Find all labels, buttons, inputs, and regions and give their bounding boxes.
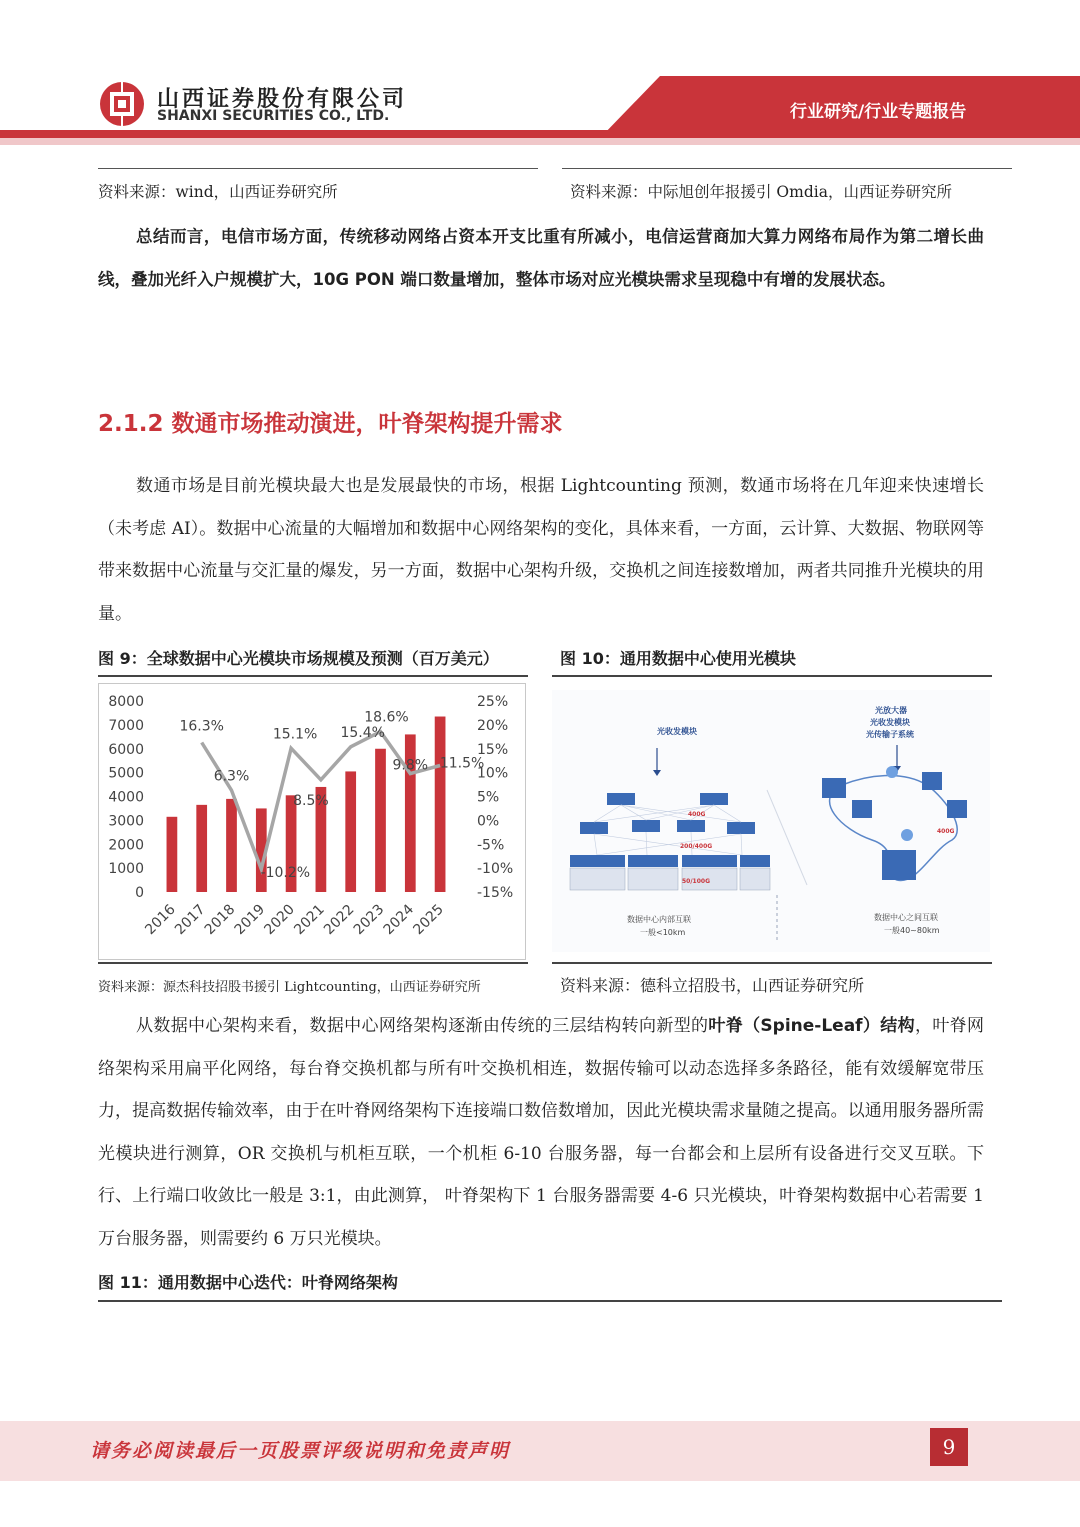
data-label: 16.3% xyxy=(179,718,224,735)
header-rule xyxy=(0,130,1080,138)
paragraph-spine-leaf-post: ，叶脊网络架构采用扁平化网络，每台脊交换机都与所有叶交换机相连，数据传输可以动态选择多条路径，能有效缓解宽带压力，提高数据传输效率，由于在叶脊网络架构下连接端口数倍数增加，因此光模块需求量随之提高。以通用服务器所需光模块进行测算，OR 交换机与机柜互联，一个机柜 6-10 台服务器，每一台都会和上层所有设备进行交叉互联。下行、上行端口收敛比一般是 3:1，由此测算， 叶脊架构下 1 台服务器需要 4-6 只光模块，叶脊架构数据中心若需要 1 万台服务器，则需要约 6 万只光模块。 xyxy=(98,1016,985,1249)
paragraph-datacom: 数通市场是目前光模块最大也是发展最快的市场，根据 Lightcounting 预测，数通市场将在几年迎来快速增长（未考虑 AI）。数据中心流量的大幅增加和数据中心网络架构的变化，具体来看，一方面，云计算、大数据、物联网等带来数据中心流量与交汇量的爆发，另一方面，数据中心架构升级，交换机之间连接数增加，两者共同推升光模块的用量。 xyxy=(98,476,984,624)
paragraph-spine-leaf-bold: 叶脊（Spine-Leaf）结构 xyxy=(708,1016,915,1036)
speed-400: 400G xyxy=(688,811,706,818)
page-header xyxy=(0,0,1080,145)
x-tick-label: 2020 xyxy=(261,901,298,939)
figure11-rule xyxy=(98,1300,1002,1302)
data-label: 11.5% xyxy=(439,755,485,772)
y-tick-label: 5000 xyxy=(108,765,144,782)
y-tick-label: 2000 xyxy=(108,837,144,854)
y-tick-label: 4000 xyxy=(108,789,144,806)
bar-2016 xyxy=(167,817,178,892)
data-label: 18.6% xyxy=(364,709,409,726)
data-label: 15.4% xyxy=(340,724,385,741)
figure10-bottom-rule xyxy=(552,962,992,964)
x-tick-label: 2022 xyxy=(321,901,358,939)
y-tick-label: 6000 xyxy=(108,741,144,758)
company-name-en: SHANXI SECURITIES CO., LTD. xyxy=(157,108,390,124)
figure9-rule xyxy=(98,675,528,677)
y2-tick-label: 10% xyxy=(477,765,509,782)
y-tick-label: 7000 xyxy=(108,717,144,734)
y-tick-label: 3000 xyxy=(108,813,144,830)
x-tick-label: 2021 xyxy=(291,901,328,939)
racks xyxy=(570,855,770,890)
figure11-title: 图 11：通用数据中心迭代：叶脊网络架构 xyxy=(98,1273,398,1292)
speed-400-right: 400G xyxy=(937,828,955,835)
figure9-title: 图 9：全球数据中心光模块市场规模及预测（百万美元） xyxy=(98,649,499,668)
y2-tick-label: 15% xyxy=(477,741,509,758)
y2-tick-label: 5% xyxy=(477,789,500,806)
y2-tick-label: -10% xyxy=(477,861,514,878)
data-label: 6.3% xyxy=(213,768,250,785)
chart-svg xyxy=(99,684,525,959)
y2-tick-label: -15% xyxy=(477,885,514,901)
paragraph-spine-leaf xyxy=(98,1005,984,1260)
amp-label-1: 光放大器 xyxy=(875,706,907,715)
source-left: 资料来源：wind，山西证券研究所 xyxy=(98,183,338,201)
source-right: 资料来源：中际旭创年报援引 Omdia，山西证券研究所 xyxy=(570,183,952,201)
footer-disclaimer: 请务必阅读最后一页股票评级说明和免责声明 xyxy=(90,1440,511,1462)
source-rule-right xyxy=(562,168,1012,169)
figure10-diagram xyxy=(552,690,990,952)
figure10-title: 图 10：通用数据中心使用光模块 xyxy=(560,649,796,668)
section-title: 2.1.2 数通市场推动演进，叶脊架构提升需求 xyxy=(98,411,563,437)
x-tick-label: 2019 xyxy=(231,901,269,939)
y2-tick-label: -5% xyxy=(477,837,505,854)
data-label: 9.8% xyxy=(392,757,429,774)
x-tick-label: 2018 xyxy=(201,901,239,939)
inner-caption-1: 数据中心内部互联 xyxy=(627,915,691,924)
bar-2025 xyxy=(435,717,446,892)
x-tick-label: 2017 xyxy=(172,901,209,939)
source-rule-left xyxy=(98,168,538,169)
outer-caption-1: 数据中心之间互联 xyxy=(874,913,938,922)
y2-tick-label: 20% xyxy=(477,717,509,734)
figure10-source: 资料来源：德科立招股书，山西证券研究所 xyxy=(560,976,865,995)
inner-caption-2: 一般<10km xyxy=(640,928,686,937)
header-rule-light xyxy=(0,138,1080,145)
figure9-chart xyxy=(98,683,526,960)
amp-label-3: 光传输子系统 xyxy=(866,730,914,739)
company-name-cn: 山西证券股份有限公司 xyxy=(157,87,408,112)
x-tick-label: 2025 xyxy=(410,901,447,939)
speed-50: 50/100G xyxy=(682,878,710,885)
x-tick-label: 2024 xyxy=(380,901,418,939)
module-label: 光收发模块 xyxy=(657,727,697,736)
bar-2022 xyxy=(345,771,356,892)
data-label: 15.1% xyxy=(272,726,318,743)
y2-tick-label: 0% xyxy=(477,813,500,830)
outer-caption-2: 一般40~80km xyxy=(884,926,940,935)
report-type: 行业研究/行业专题报告 xyxy=(790,102,967,122)
speed-200: 200/400G xyxy=(680,843,713,850)
amp-label-2: 光收发模块 xyxy=(870,718,910,727)
summary-paragraph: 总结而言，电信市场方面，传统移动网络占资本开支比重有所减小，电信运营商加大算力网络布局作为第二增长曲线，叠加光纤入户规模扩大，10G PON 端口数量增加，整体市场对应光模块需求呈现稳中有增的发展状态。 xyxy=(98,227,984,289)
bar-2018 xyxy=(226,799,237,892)
figure9-source: 资料来源：源杰科技招股书援引 Lightcounting，山西证券研究所 xyxy=(98,980,481,995)
bar-2017 xyxy=(196,805,207,892)
data-label: 8.5% xyxy=(293,792,329,809)
x-tick-label: 2016 xyxy=(142,901,179,939)
page-number: 9 xyxy=(930,1428,968,1466)
paragraph-spine-leaf-pre: 从数据中心架构来看，数据中心网络架构逐渐由传统的三层结构转向新型的 xyxy=(136,1016,709,1036)
y-tick-label: 0 xyxy=(135,885,144,901)
y-tick-label: 1000 xyxy=(108,861,144,878)
bar-2023 xyxy=(375,749,386,892)
company-logo-icon xyxy=(98,80,146,128)
data-label: -10.2% xyxy=(260,865,311,882)
x-tick-label: 2023 xyxy=(350,901,388,939)
y-tick-label: 8000 xyxy=(108,694,144,710)
y2-tick-label: 25% xyxy=(477,694,509,710)
figure9-bottom-rule xyxy=(98,962,528,964)
figure10-rule xyxy=(552,675,992,677)
